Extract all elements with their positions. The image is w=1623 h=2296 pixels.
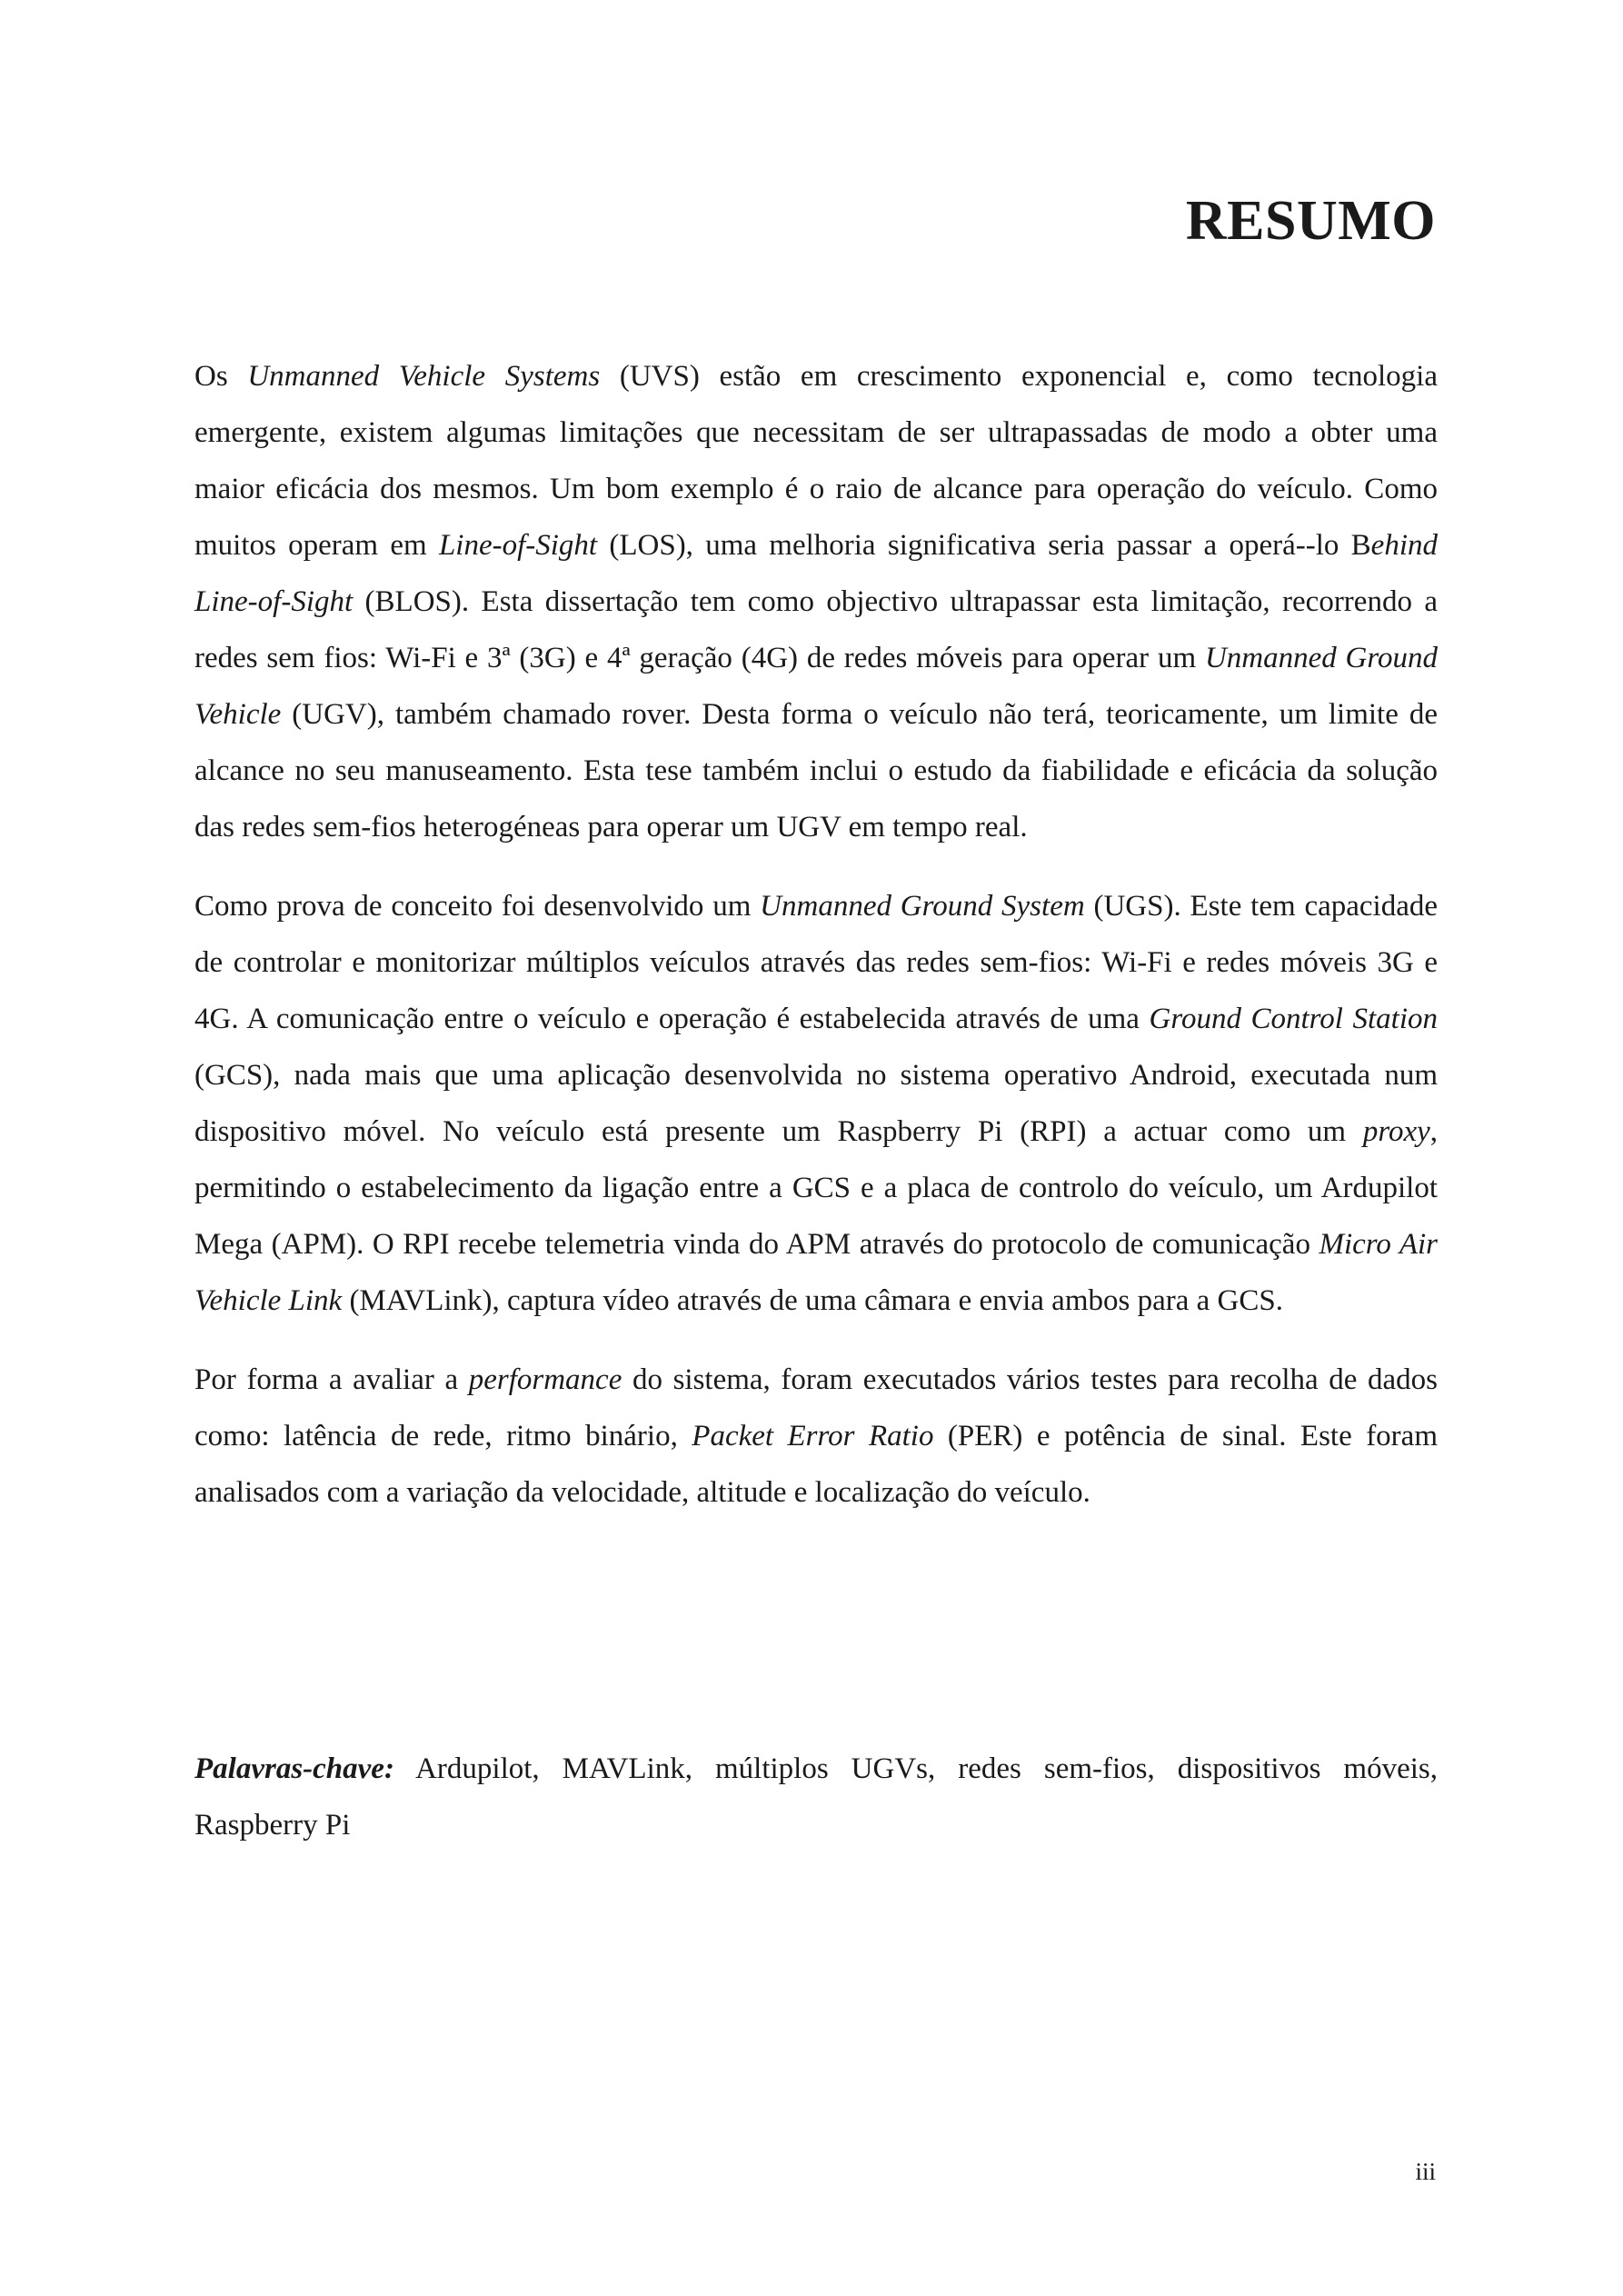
abstract-paragraph-1 [194, 348, 1438, 855]
italic-term: ehind Line-of-Sight [194, 529, 1438, 618]
text-run: (UVS) estão em crescimento exponencial e, como tecnologia emergente, existem algumas limitações que necessitam de ser ultrapassadas de modo a obter uma maior eficácia dos mesmos. Um bom exemplo é o raio de alcance para operação do veículo. Como muitos operam em [194, 360, 1438, 562]
text-run: Os [194, 360, 248, 393]
page-number: iii [1415, 2158, 1436, 2185]
italic-term: performance [468, 1363, 622, 1396]
text-run: (MAVLink), captura vídeo através de uma câmara e envia ambos para a GCS. [342, 1284, 1283, 1317]
italic-term: Ground Control Station [1149, 1003, 1439, 1035]
text-run: (GCS), nada mais que uma aplicação desenvolvida no sistema operativo Android, executada num dispositivo móvel. No veículo está presente um Raspberry Pi (RPI) a actuar como um [194, 1059, 1438, 1148]
text-run: Por forma a avaliar a [194, 1363, 469, 1396]
abstract-paragraph-2 [194, 878, 1438, 1329]
keywords-label: Palavras-chave: [194, 1752, 394, 1785]
abstract-body [194, 348, 1438, 1543]
italic-term: Line-of-Sight [438, 529, 598, 562]
keywords-list: Ardupilot, MAVLink, múltiplos UGVs, redes sem-fios, dispositivos móveis, Raspberry Pi [194, 1752, 1438, 1842]
text-run: Como prova de conceito foi desenvolvido um [194, 890, 761, 923]
italic-term: Unmanned Vehicle Systems [247, 360, 601, 393]
italic-term: proxy [1362, 1115, 1430, 1148]
text-run: (UGV), também chamado rover. Desta forma o veículo não terá, teoricamente, um limite de alcance no seu manuseamento. Esta tese também inclui o estudo da fiabilidade e eficácia da solução das redes sem-fios heterogéneas para operar um UGV em tempo real. [194, 698, 1438, 844]
text-run: , permitindo o estabelecimento da ligação entre a GCS e a placa de controlo do veículo, um Ardupilot Mega (APM). O RPI recebe telemetria vinda do APM através do protocolo de comunicação [194, 1115, 1438, 1261]
keywords [194, 1741, 1438, 1853]
italic-term: Micro Air Vehicle Link [194, 1228, 1438, 1317]
abstract-paragraph-3 [194, 1352, 1438, 1521]
text-run: (BLOS). Esta dissertação tem como objectivo ultrapassar esta limitação, recorrendo a redes sem fios: Wi-Fi e 3ª (3G) e 4ª geração (4G) de redes móveis para operar um [194, 585, 1438, 674]
text-run: (PER) e potência de sinal. Este foram analisados com a variação da velocidade, altitude e localização do veículo. [194, 1420, 1438, 1509]
text-run: (UGS). Este tem capacidade de controlar e monitorizar múltiplos veículos através das redes sem-fios: Wi-Fi e redes móveis 3G e 4G. A comunicação entre o veículo e operação é estabelecida através de uma [194, 890, 1438, 1035]
italic-term: Unmanned Ground Vehicle [194, 642, 1438, 731]
page-title: RESUMO [1185, 190, 1436, 252]
text-run: do sistema, foram executados vários testes para recolha de dados como: latência de rede, ritmo binário, [194, 1363, 1438, 1452]
italic-term: Unmanned Ground System [760, 890, 1085, 923]
text-run: (LOS), uma melhoria significativa seria passar a operá-​-lo B [597, 529, 1371, 562]
italic-term: Packet Error Ratio [692, 1420, 934, 1452]
